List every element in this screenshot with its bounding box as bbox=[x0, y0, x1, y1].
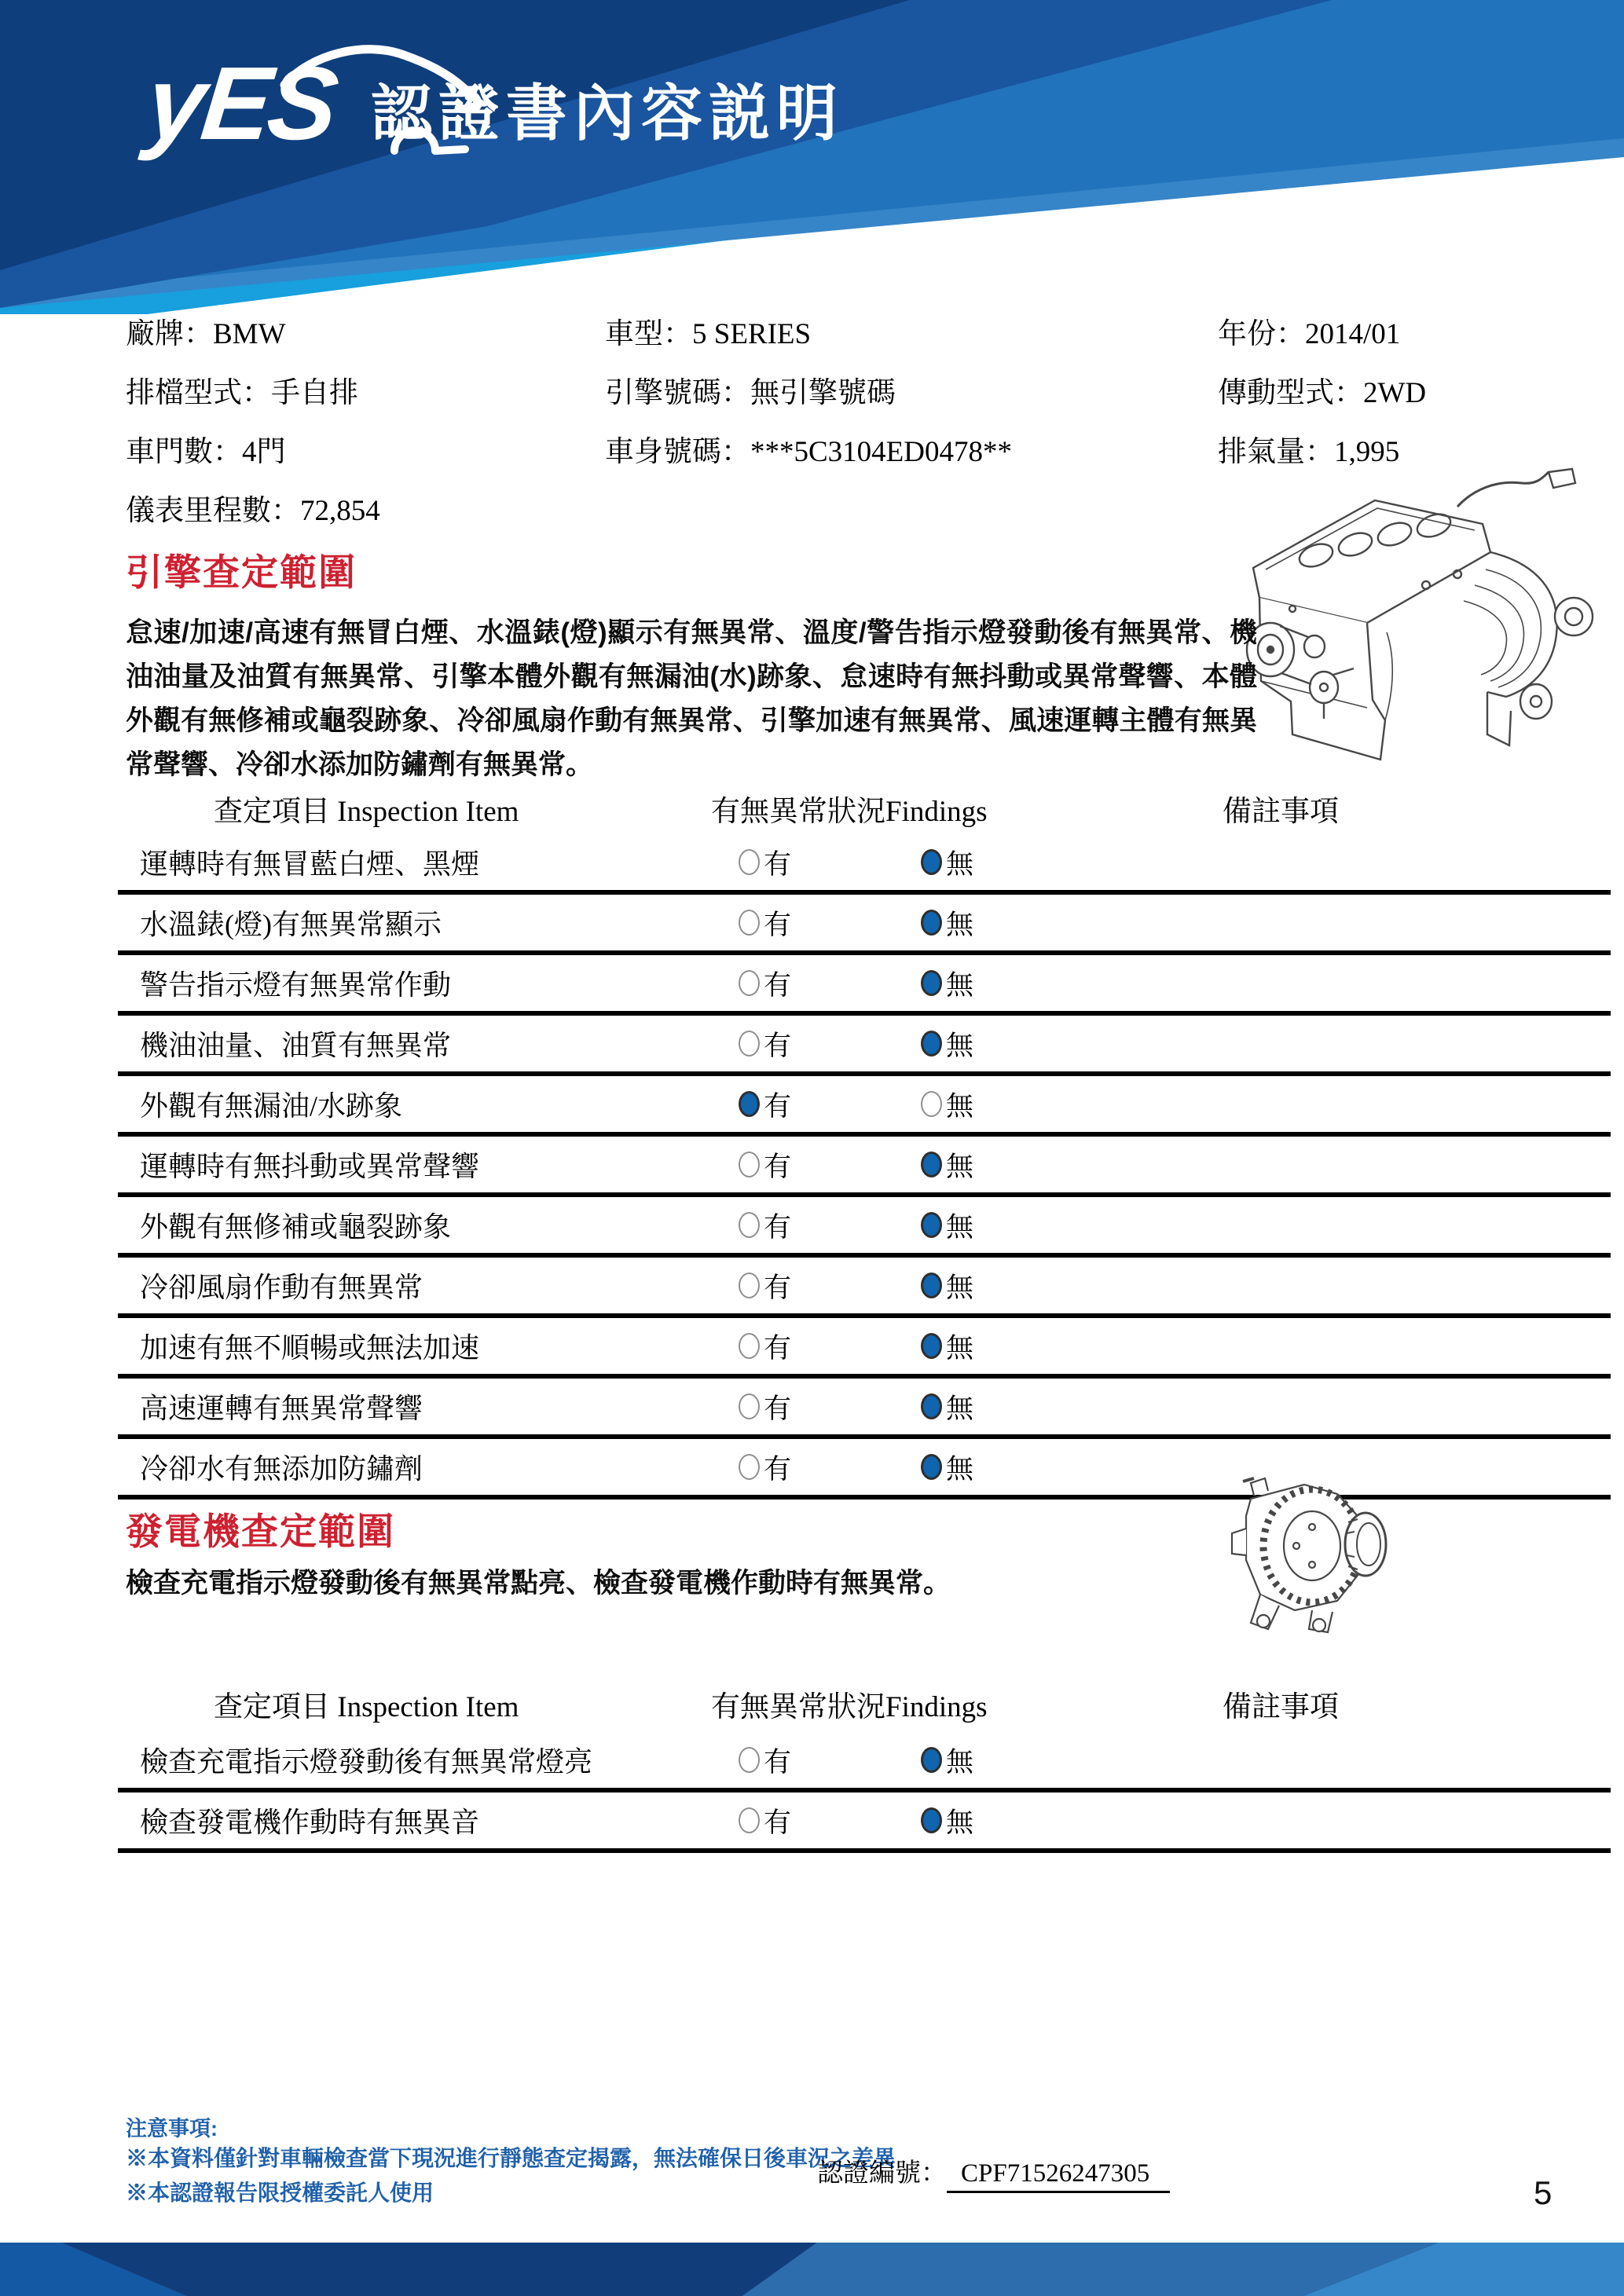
col-header-inspection-item-2: 查定項目 Inspection Item bbox=[214, 1691, 519, 1723]
inspection-row bbox=[118, 834, 1611, 895]
inspection-item-label: 警告指示燈有無異常作動 bbox=[140, 969, 452, 1001]
text-line: 引擎號碼：無引擎號碼 bbox=[605, 377, 896, 409]
inspection-item-label: 運轉時有無冒藍白煙、黑煙 bbox=[140, 848, 480, 880]
inspection-item-label: 檢查充電指示燈發動後有無異常燈亮 bbox=[140, 1746, 593, 1778]
inspection-item-label: 機油油量、油質有無異常 bbox=[140, 1030, 452, 1061]
finding-option-no bbox=[921, 1266, 973, 1305]
radio-label-no: 無 bbox=[946, 909, 974, 940]
footer-band bbox=[0, 2243, 1624, 2296]
radio-no bbox=[921, 1091, 942, 1117]
page-title: 認證書內容説明 bbox=[371, 79, 845, 148]
generator-section-title: 發電機查定範圍 bbox=[126, 1511, 395, 1552]
finding-option-yes bbox=[739, 843, 791, 882]
vehicle-info-column-1 bbox=[126, 305, 380, 540]
radio-yes bbox=[739, 849, 760, 875]
inspection-row bbox=[118, 1379, 1611, 1439]
finding-option-no bbox=[921, 1145, 973, 1185]
radio-no-selected bbox=[921, 1273, 942, 1298]
radio-label-no: 無 bbox=[946, 1090, 974, 1122]
radio-label-yes: 有 bbox=[764, 848, 792, 880]
inspection-item-label: 加速有無不順暢或無法加速 bbox=[140, 1332, 480, 1364]
finding-option-yes bbox=[739, 1448, 791, 1487]
finding-option-yes bbox=[739, 964, 791, 1003]
certificate-number-value: CPF71526247305 bbox=[947, 2159, 1170, 2193]
radio-label-yes: 有 bbox=[764, 1393, 792, 1424]
radio-label-yes: 有 bbox=[764, 1807, 792, 1838]
radio-label-no: 無 bbox=[946, 1393, 974, 1424]
engine-section-description: 怠速/加速/高速有無冒白煙、水溫錶(燈)顯示有無異常、溫度/警告指示燈發動後有無異常、機油油量及油質有無異常、引擎本體外觀有無漏油(水)跡象、怠速時有無抖動或異常聲響、本體外觀有無修補或龜裂跡象、冷卻風扇作動有無異常、引擎加速有無異常、風速運轉主體有無異常聲響、冷卻水添加防鏽劑有無異常。 bbox=[126, 617, 1257, 780]
text-line: 儀表里程數：72,854 bbox=[126, 495, 380, 527]
finding-option-no bbox=[921, 1327, 973, 1366]
radio-label-yes: 有 bbox=[764, 1272, 792, 1303]
finding-option-no bbox=[921, 1448, 973, 1487]
generator-section-description: 檢查充電指示燈發動後有無異常點亮、檢查發電機作動時有無異常。 bbox=[126, 1568, 951, 1598]
radio-label-yes: 有 bbox=[764, 969, 792, 1001]
radio-yes bbox=[739, 1393, 760, 1419]
col-header-findings: 有無異常狀況Findings bbox=[711, 796, 988, 828]
radio-label-yes: 有 bbox=[764, 1211, 792, 1243]
radio-label-no: 無 bbox=[946, 1211, 974, 1243]
radio-label-no: 無 bbox=[946, 1151, 974, 1182]
finding-option-yes bbox=[739, 1085, 791, 1124]
radio-label-yes: 有 bbox=[764, 1746, 792, 1778]
text-line: ※本資料僅針對車輛檢查當下現況進行靜態查定揭露，無法確保日後車況之差異 bbox=[126, 2146, 896, 2170]
finding-option-yes bbox=[739, 1387, 791, 1426]
generator-inspection-table bbox=[118, 1732, 1611, 1853]
inspection-row bbox=[118, 1318, 1611, 1379]
finding-option-yes bbox=[739, 903, 791, 943]
page-header bbox=[0, 0, 1624, 314]
radio-no-selected bbox=[921, 1152, 942, 1177]
radio-yes bbox=[739, 1212, 760, 1238]
finding-option-no bbox=[921, 1085, 973, 1124]
finding-option-no bbox=[921, 1741, 973, 1780]
text-line: 排氣量：1,995 bbox=[1218, 436, 1400, 468]
radio-no-selected bbox=[921, 1454, 942, 1480]
radio-yes bbox=[739, 910, 760, 936]
finding-option-yes bbox=[739, 1741, 791, 1780]
text-line: 年份：2014/01 bbox=[1218, 318, 1401, 350]
finding-option-no bbox=[921, 843, 973, 882]
radio-no-selected bbox=[921, 1333, 942, 1359]
radio-yes bbox=[739, 1807, 760, 1833]
finding-option-yes bbox=[739, 1024, 791, 1064]
radio-no-selected bbox=[921, 1212, 942, 1238]
inspection-row bbox=[118, 1732, 1611, 1792]
radio-label-yes: 有 bbox=[764, 1332, 792, 1364]
inspection-row bbox=[118, 1016, 1611, 1076]
engine-inspection-table bbox=[118, 834, 1611, 1500]
radio-label-yes: 有 bbox=[764, 1151, 792, 1182]
page-number: 5 bbox=[1534, 2174, 1553, 2211]
inspection-item-label: 檢查發電機作動時有無異音 bbox=[140, 1807, 480, 1838]
inspection-item-label: 冷卻風扇作動有無異常 bbox=[140, 1272, 423, 1303]
radio-yes bbox=[739, 1152, 760, 1177]
text-line: 車門數：4門 bbox=[126, 436, 286, 468]
inspection-item-label: 外觀有無修補或龜裂跡象 bbox=[140, 1211, 452, 1243]
finding-option-yes bbox=[739, 1145, 791, 1185]
inspection-row bbox=[118, 895, 1611, 955]
finding-option-yes bbox=[739, 1327, 791, 1366]
radio-label-no: 無 bbox=[946, 1453, 974, 1485]
radio-label-no: 無 bbox=[946, 969, 974, 1001]
text-line: ※本認證報告限授權委託人使用 bbox=[126, 2181, 434, 2205]
inspection-row bbox=[118, 1137, 1611, 1197]
radio-label-yes: 有 bbox=[764, 1090, 792, 1122]
yes-logo-text: yES bbox=[141, 46, 341, 161]
inspection-item-label: 冷卻水有無添加防鏽劑 bbox=[140, 1453, 423, 1485]
text-line: 排檔型式：手自排 bbox=[126, 377, 358, 409]
radio-yes bbox=[739, 1273, 760, 1298]
radio-no-selected bbox=[921, 1747, 942, 1773]
finding-option-no bbox=[921, 1387, 973, 1426]
radio-label-no: 無 bbox=[946, 848, 974, 880]
inspection-row bbox=[118, 1792, 1611, 1853]
text-line: 車型：5 SERIES bbox=[605, 318, 812, 350]
radio-yes bbox=[739, 1454, 760, 1480]
radio-yes-selected bbox=[739, 1091, 760, 1117]
finding-option-no bbox=[921, 964, 973, 1003]
radio-label-yes: 有 bbox=[764, 1030, 792, 1061]
inspection-item-label: 高速運轉有無異常聲響 bbox=[140, 1393, 423, 1424]
inspection-row bbox=[118, 1258, 1611, 1318]
finding-option-no bbox=[921, 1801, 973, 1840]
certificate-number-row bbox=[817, 2152, 1170, 2189]
inspection-item-label: 水溫錶(燈)有無異常顯示 bbox=[140, 909, 442, 940]
radio-label-no: 無 bbox=[946, 1030, 974, 1061]
radio-no-selected bbox=[921, 1807, 942, 1833]
text-line: 廠牌：BMW bbox=[126, 318, 286, 350]
radio-label-no: 無 bbox=[946, 1332, 974, 1364]
alternator-illustration bbox=[1219, 1467, 1416, 1644]
radio-no-selected bbox=[921, 910, 942, 936]
inspection-item-label: 運轉時有無抖動或異常聲響 bbox=[140, 1151, 480, 1182]
text-line: 傳動型式：2WD bbox=[1218, 377, 1427, 409]
finding-option-yes bbox=[739, 1801, 791, 1840]
inspection-row bbox=[118, 1076, 1611, 1137]
text-line: 車身號碼：***5C3104ED0478** bbox=[605, 436, 1012, 468]
col-header-notes-2: 備註事項 bbox=[1223, 1691, 1339, 1723]
radio-label-no: 無 bbox=[946, 1746, 974, 1778]
col-header-findings-2: 有無異常狀況Findings bbox=[711, 1691, 988, 1723]
radio-yes bbox=[739, 1031, 760, 1056]
engine-section-title: 引擎查定範圍 bbox=[126, 551, 357, 593]
radio-yes bbox=[739, 1333, 760, 1359]
notice-lines bbox=[126, 2141, 896, 2210]
inspection-row bbox=[118, 1197, 1611, 1258]
radio-no-selected bbox=[921, 1393, 942, 1419]
radio-label-no: 無 bbox=[946, 1807, 974, 1838]
finding-option-yes bbox=[739, 1206, 791, 1245]
radio-no-selected bbox=[921, 970, 942, 996]
certificate-number-label: 認證編號： bbox=[817, 2159, 947, 2188]
radio-label-yes: 有 bbox=[764, 909, 792, 940]
finding-option-no bbox=[921, 903, 973, 943]
notice-title: 注意事項: bbox=[126, 2117, 218, 2140]
radio-no-selected bbox=[921, 849, 942, 875]
finding-option-no bbox=[921, 1024, 973, 1064]
radio-no-selected bbox=[921, 1031, 942, 1056]
col-header-notes: 備註事項 bbox=[1223, 796, 1339, 828]
finding-option-yes bbox=[739, 1266, 791, 1305]
radio-label-yes: 有 bbox=[764, 1453, 792, 1485]
inspection-item-label: 外觀有無漏油/水跡象 bbox=[140, 1090, 403, 1122]
engine-illustration bbox=[1198, 452, 1622, 778]
inspection-row bbox=[118, 955, 1611, 1016]
radio-label-no: 無 bbox=[946, 1272, 974, 1303]
radio-yes bbox=[739, 970, 760, 996]
col-header-inspection-item: 查定項目 Inspection Item bbox=[214, 796, 519, 828]
vehicle-info-column-2 bbox=[605, 305, 1012, 482]
finding-option-no bbox=[921, 1206, 973, 1245]
radio-yes bbox=[739, 1747, 760, 1773]
